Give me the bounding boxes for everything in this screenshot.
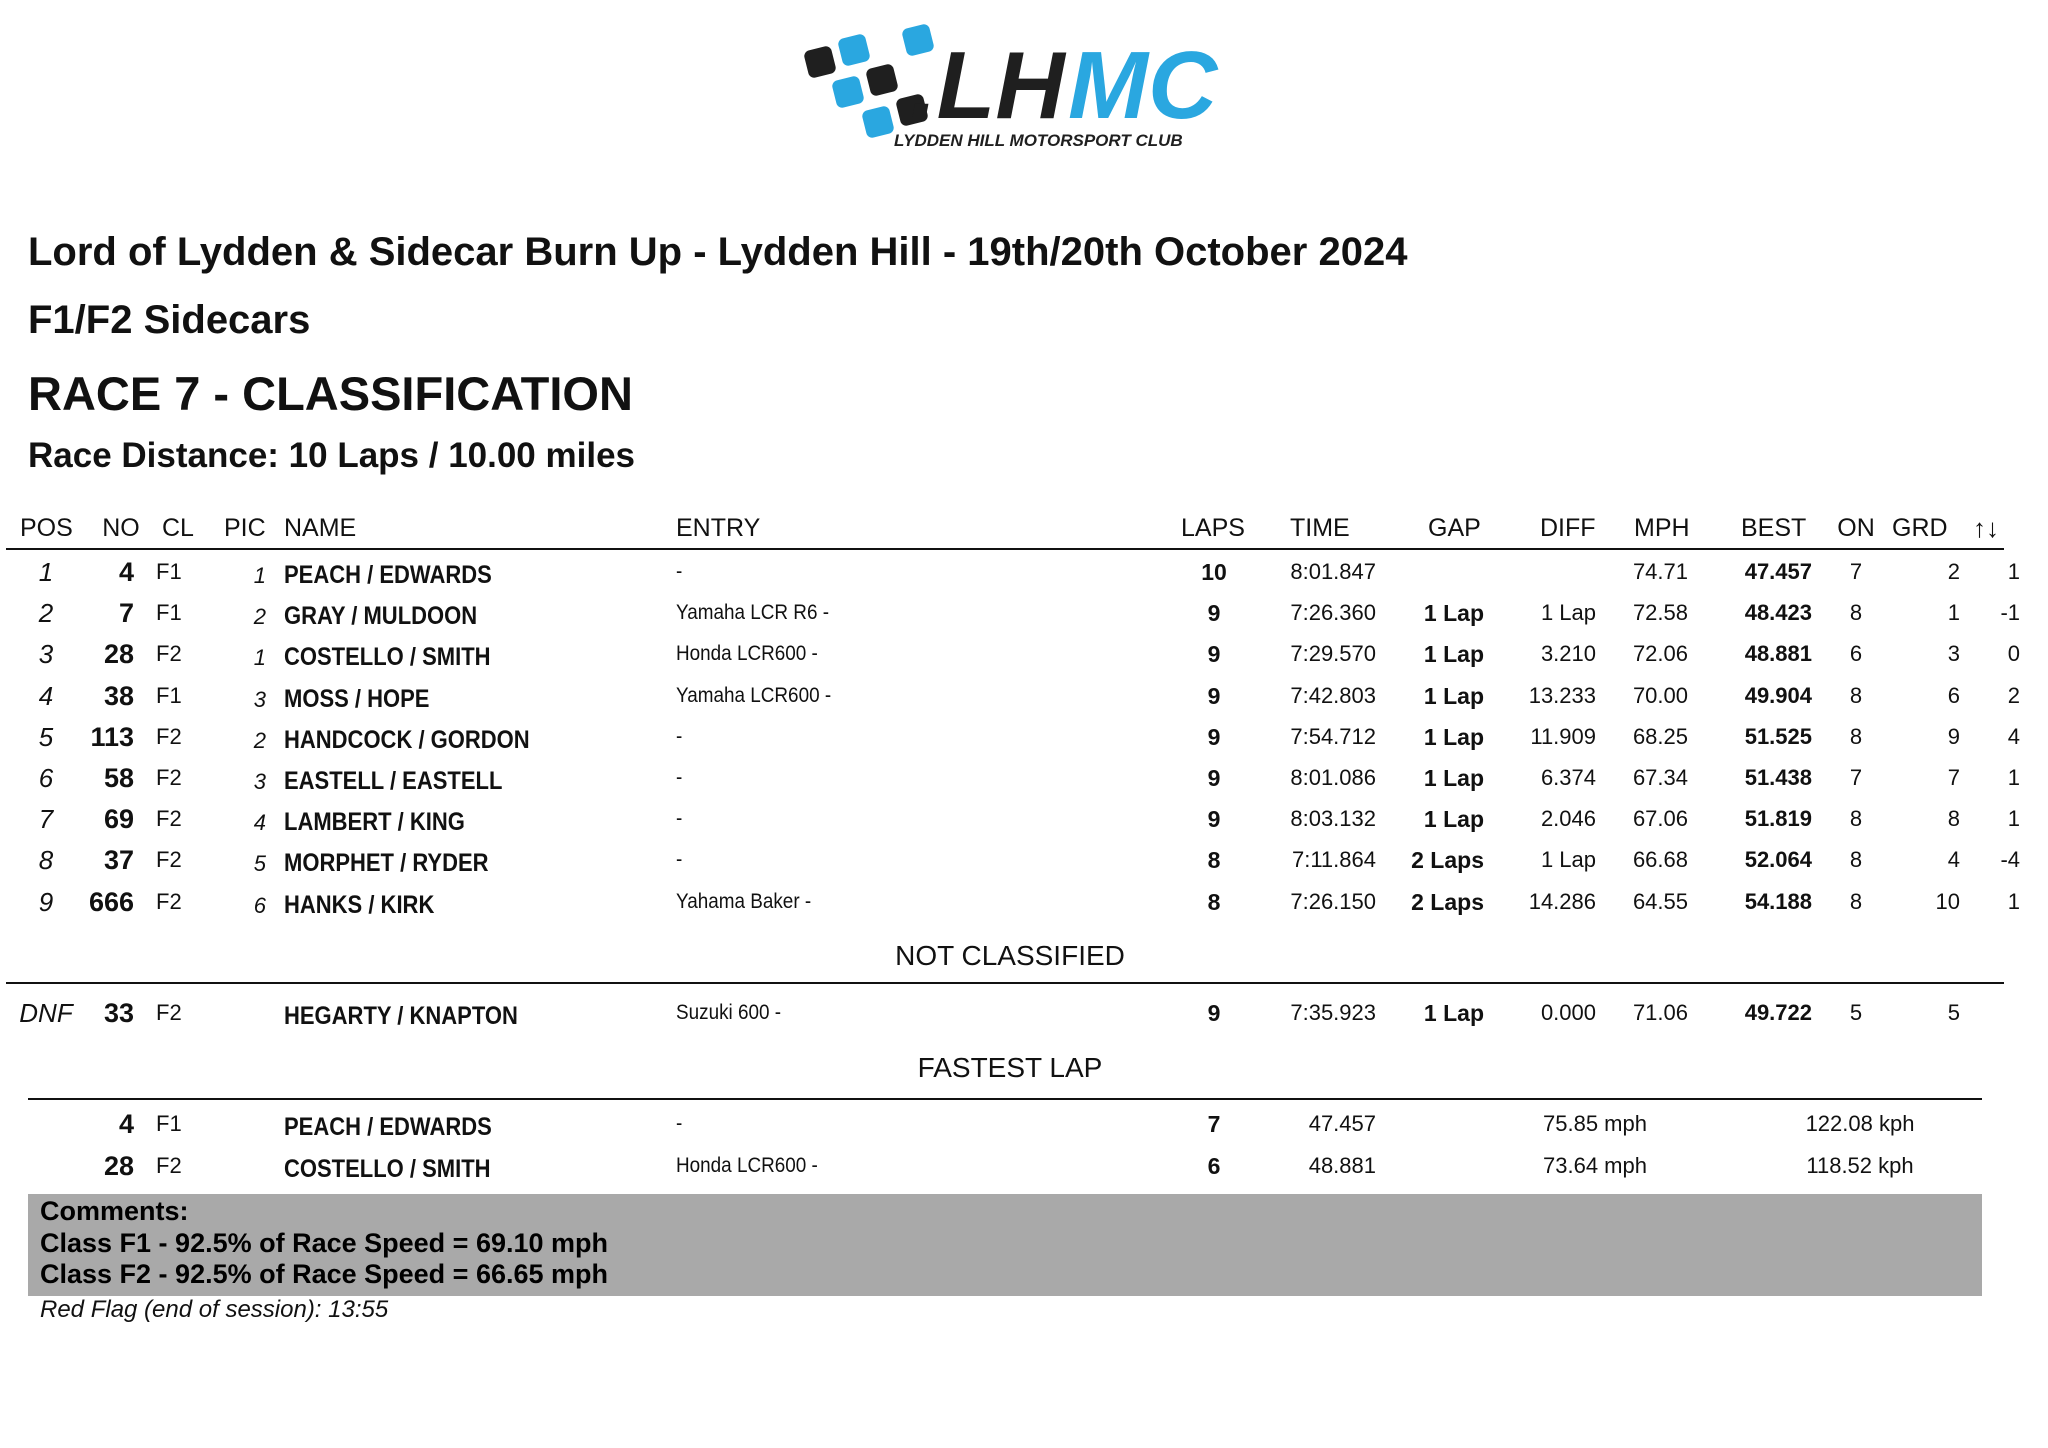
cell-pos: 5	[38, 721, 54, 752]
cell-entry: -	[676, 766, 683, 789]
cell-name: MOSS / HOPE	[284, 684, 430, 713]
not-classified-heading: NOT CLASSIFIED	[895, 940, 1125, 971]
cell-no: 58	[103, 763, 134, 793]
cell-entry: -	[676, 560, 683, 583]
cell-cl: F2	[156, 888, 182, 914]
cell-no: 666	[88, 886, 134, 917]
cell-time: 7:54.712	[1290, 723, 1376, 749]
cell-pic: 2	[253, 604, 266, 630]
cell-cl: F2	[156, 1000, 182, 1025]
fastest-lap-mph: 73.64 mph	[1543, 1153, 1647, 1178]
cell-grd: 4	[1947, 847, 1960, 873]
comments-box	[28, 1194, 1982, 1296]
cell-grd: 2	[1947, 559, 1960, 584]
cell-gap: 2 Laps	[1411, 888, 1484, 915]
cell-gap: 2 Laps	[1411, 847, 1484, 874]
cell-gap: 1 Lap	[1423, 806, 1484, 833]
cell-grd: 8	[1947, 806, 1960, 832]
cell-chg: 1	[2007, 806, 2020, 832]
cell-pic: 1	[253, 563, 266, 588]
cell-no: 69	[103, 804, 134, 835]
cell-name: COSTELLO / SMITH	[284, 643, 491, 672]
cell-grd: 3	[1947, 641, 1960, 667]
fastest-lap-mph: 75.85 mph	[1543, 1111, 1647, 1136]
cell-laps: 9	[1207, 765, 1221, 791]
cell-cl: F2	[156, 847, 182, 873]
cell-pic: 3	[253, 686, 266, 712]
cell-gap: 1 Lap	[1423, 765, 1484, 791]
red-flag-note: Red Flag (end of session): 13:55	[40, 1296, 389, 1323]
cell-mph: 68.25	[1632, 723, 1688, 749]
cell-laps: 9	[1207, 682, 1221, 709]
cell-pic	[222, 997, 266, 1037]
cell-chg: 0	[2007, 641, 2020, 667]
cell-laps: 9	[1207, 641, 1221, 668]
fastest-lap-lap: 7	[1207, 1111, 1221, 1137]
table-row	[0, 676, 2048, 716]
cell-mph: 71.06	[1632, 1000, 1688, 1025]
cell-mph: 74.71	[1632, 559, 1688, 584]
comment-f2-speed: Class F2 - 92.5% of Race Speed = 66.65 mph	[40, 1259, 609, 1289]
cell-time: 7:35.923	[1290, 1000, 1376, 1025]
cell-pos: 2	[38, 598, 54, 629]
cell-cl: F2	[156, 765, 182, 790]
cell-best: 48.423	[1744, 600, 1812, 626]
col-entry: ENTRY	[676, 514, 761, 542]
col-position-change: ↑↓	[1973, 513, 1999, 543]
fastest-lap-row	[0, 1146, 2048, 1186]
cell-entry: Honda LCR600 -	[676, 642, 818, 666]
cell-time: 8:01.086	[1290, 765, 1376, 790]
cell-time: 7:29.570	[1290, 641, 1376, 667]
cell-cl: F2	[156, 806, 182, 832]
col-no: NO	[102, 514, 140, 542]
cell-on: 7	[1849, 765, 1863, 790]
cell-pic: 3	[253, 769, 266, 794]
cell-mph: 72.06	[1632, 641, 1688, 667]
table-row	[0, 717, 2048, 757]
cell-mph: 67.34	[1632, 765, 1688, 790]
cell-time: 7:26.150	[1290, 888, 1376, 914]
fastest-lap-cl: F2	[156, 1153, 182, 1178]
cell-cl: F1	[156, 682, 182, 708]
cell-gap: 1 Lap	[1423, 723, 1484, 750]
cell-chg: -1	[2000, 600, 2020, 626]
col-gap: GAP	[1428, 514, 1481, 542]
cell-entry: Yamaha LCR600 -	[676, 683, 832, 707]
fastest-lap-kph: 118.52 kph	[1806, 1153, 1914, 1178]
cell-on: 8	[1849, 888, 1863, 914]
cell-gap	[1388, 552, 1484, 592]
race-title: RACE 7 - CLASSIFICATION	[28, 367, 633, 420]
fastest-lap-time: 48.881	[1308, 1153, 1376, 1178]
col-time: TIME	[1290, 514, 1350, 542]
cell-entry: Yahama Baker -	[676, 889, 812, 913]
cell-on: 7	[1849, 559, 1863, 584]
table-row	[0, 634, 2048, 674]
cell-grd: 9	[1947, 723, 1960, 749]
col-cl: CL	[162, 514, 194, 542]
cell-gap: 1 Lap	[1423, 600, 1484, 627]
fastest-lap-time: 47.457	[1308, 1111, 1376, 1136]
cell-entry: -	[676, 807, 683, 831]
cell-name: HANDCOCK / GORDON	[284, 725, 530, 754]
cell-time: 8:03.132	[1290, 806, 1376, 832]
cell-best: 54.188	[1744, 888, 1812, 914]
cell-pos: DNF	[19, 998, 73, 1028]
cell-name: HANKS / KIRK	[284, 890, 435, 919]
cell-pos: 4	[38, 680, 54, 711]
cell-best: 51.819	[1744, 806, 1812, 832]
cell-mph: 70.00	[1632, 682, 1688, 708]
table-row	[0, 840, 2048, 880]
cell-best: 49.904	[1744, 682, 1812, 708]
cell-chg: -4	[2000, 847, 2020, 873]
col-name: NAME	[284, 514, 357, 542]
comments-title: Comments:	[40, 1196, 189, 1226]
cell-on: 8	[1849, 806, 1863, 832]
cell-chg: 1	[2007, 559, 2020, 584]
cell-best: 48.881	[1744, 641, 1812, 667]
fastest-lap-row	[0, 1104, 2048, 1144]
cell-pos: 7	[38, 804, 54, 835]
cell-gap: 1 Lap	[1423, 682, 1484, 709]
fastest-lap-name: PEACH / EDWARDS	[284, 1113, 492, 1141]
fastest-lap-no: 28	[103, 1151, 134, 1181]
cell-on: 5	[1849, 1000, 1863, 1025]
cell-name: HEGARTY / KNAPTON	[284, 1002, 518, 1030]
cell-diff: 2.046	[1540, 806, 1596, 832]
cell-diff: 3.210	[1540, 641, 1596, 667]
cell-grd: 10	[1935, 888, 1960, 914]
cell-diff: 1 Lap	[1540, 600, 1596, 626]
class-title: F1/F2 Sidecars	[28, 298, 311, 342]
cell-diff: 11.909	[1530, 723, 1596, 749]
cell-best: 52.064	[1744, 847, 1812, 873]
table-row	[0, 993, 2048, 1033]
cell-on: 8	[1849, 682, 1863, 708]
col-laps: LAPS	[1181, 514, 1245, 542]
logo-lh-text: .LH	[910, 32, 1065, 139]
comment-f1-speed: Class F1 - 92.5% of Race Speed = 69.10 mph	[40, 1228, 609, 1258]
table-row	[0, 799, 2048, 839]
cell-diff: 14.286	[1528, 888, 1596, 914]
fastest-lap-entry: Honda LCR600 -	[676, 1154, 818, 1177]
cell-cl: F1	[156, 559, 182, 584]
cell-diff: 1 Lap	[1540, 847, 1596, 873]
cell-no: 37	[103, 845, 134, 876]
cell-laps: 9	[1207, 1000, 1221, 1026]
cell-laps: 9	[1207, 600, 1221, 627]
cell-no: 28	[103, 639, 134, 670]
fastest-lap-no: 4	[118, 1109, 134, 1139]
cell-on: 8	[1849, 847, 1863, 873]
cell-pos: 1	[38, 557, 54, 587]
col-pic: PIC	[224, 514, 266, 542]
cell-chg: 1	[2007, 765, 2020, 790]
header-divider	[6, 548, 2004, 550]
cell-name: LAMBERT / KING	[284, 808, 465, 837]
cell-chg: 4	[2007, 723, 2020, 749]
cell-pos: 9	[38, 886, 54, 917]
checkered-flag-logo-icon	[800, 24, 1240, 154]
cell-time: 7:11.864	[1291, 847, 1376, 873]
cell-diff: 0.000	[1540, 1000, 1596, 1025]
cell-time: 8:01.847	[1290, 559, 1376, 584]
cell-diff: 13.233	[1528, 682, 1596, 708]
cell-on: 8	[1849, 723, 1863, 749]
cell-on: 6	[1849, 641, 1863, 667]
cell-mph: 67.06	[1632, 806, 1688, 832]
cell-cl: F1	[156, 600, 182, 626]
table-row	[0, 882, 2048, 922]
cell-chg: 1	[2007, 888, 2020, 914]
cell-gap: 1 Lap	[1423, 1000, 1484, 1026]
cell-diff: 6.374	[1540, 765, 1596, 790]
cell-on: 8	[1849, 600, 1863, 626]
cell-pic: 5	[253, 851, 266, 877]
cell-best: 51.525	[1744, 723, 1812, 749]
cell-grd: 1	[1947, 600, 1960, 626]
cell-pic: 4	[253, 810, 266, 836]
cell-laps: 9	[1207, 723, 1221, 750]
cell-best: 49.722	[1744, 1000, 1812, 1025]
cell-best: 51.438	[1744, 765, 1812, 790]
cell-laps: 8	[1207, 847, 1221, 874]
cell-entry: Yamaha LCR R6 -	[676, 601, 830, 625]
table-row	[0, 758, 2048, 798]
cell-no: 33	[103, 998, 134, 1028]
fastest-lap-cl: F1	[156, 1111, 182, 1136]
col-mph: MPH	[1634, 514, 1690, 542]
col-grd: GRD	[1892, 514, 1948, 542]
cell-laps: 9	[1207, 806, 1221, 833]
cell-grd: 6	[1947, 682, 1960, 708]
cell-laps: 8	[1207, 888, 1221, 915]
fastest-lap-divider	[28, 1098, 1982, 1100]
cell-pos: 3	[38, 639, 54, 670]
col-diff: DIFF	[1540, 514, 1596, 542]
cell-mph: 66.68	[1632, 847, 1688, 873]
cell-name: EASTELL / EASTELL	[284, 767, 503, 795]
cell-no: 113	[90, 721, 134, 752]
cell-mph: 64.55	[1632, 888, 1688, 914]
cell-time: 7:42.803	[1290, 682, 1376, 708]
cell-entry: -	[676, 724, 683, 748]
cell-gap: 1 Lap	[1423, 641, 1484, 668]
fastest-lap-kph: 122.08 kph	[1805, 1111, 1915, 1136]
not-classified-divider	[6, 982, 2004, 984]
logo-tagline: LYDDEN HILL MOTORSPORT CLUB	[894, 131, 1183, 150]
cell-grd: 7	[1947, 765, 1960, 790]
cell-chg	[1964, 993, 2020, 1033]
table-row	[0, 552, 2048, 592]
cell-cl: F2	[156, 641, 182, 667]
cell-entry: Suzuki 600 -	[676, 1001, 782, 1024]
fastest-lap-heading: FASTEST LAP	[917, 1052, 1103, 1083]
cell-no: 7	[118, 598, 134, 629]
cell-pic: 2	[253, 727, 266, 753]
table-row	[0, 593, 2048, 633]
cell-name: GRAY / MULDOON	[284, 602, 478, 631]
cell-cl: F2	[156, 723, 182, 749]
col-pos: POS	[20, 514, 73, 542]
cell-pic: 1	[253, 645, 266, 671]
cell-pos: 8	[38, 845, 54, 876]
cell-no: 4	[118, 557, 134, 587]
table-header	[0, 508, 2048, 548]
logo-mc-text: MC	[1068, 32, 1218, 139]
cell-grd: 5	[1947, 1000, 1960, 1025]
col-on: ON	[1837, 514, 1875, 542]
fastest-lap-lap: 6	[1207, 1153, 1221, 1179]
cell-pic: 6	[253, 892, 266, 918]
cell-mph: 72.58	[1632, 600, 1688, 626]
fastest-lap-name: COSTELLO / SMITH	[284, 1155, 491, 1183]
cell-laps: 10	[1201, 559, 1227, 585]
fastest-lap-entry: -	[676, 1112, 683, 1135]
event-title: Lord of Lydden & Sidecar Burn Up - Lydden Hill - 19th/20th October 2024	[28, 230, 1408, 274]
cell-time: 7:26.360	[1290, 600, 1376, 626]
cell-entry: -	[676, 848, 683, 872]
cell-no: 38	[103, 680, 134, 711]
lhmc-logo	[800, 24, 1240, 154]
cell-name: MORPHET / RYDER	[284, 849, 489, 878]
race-distance: Race Distance: 10 Laps / 10.00 miles	[28, 436, 635, 475]
cell-chg: 2	[2007, 682, 2020, 708]
cell-pos: 6	[38, 763, 54, 793]
col-best: BEST	[1741, 514, 1807, 542]
cell-best: 47.457	[1744, 559, 1812, 584]
cell-name: PEACH / EDWARDS	[284, 561, 492, 589]
cell-diff	[1490, 552, 1596, 592]
